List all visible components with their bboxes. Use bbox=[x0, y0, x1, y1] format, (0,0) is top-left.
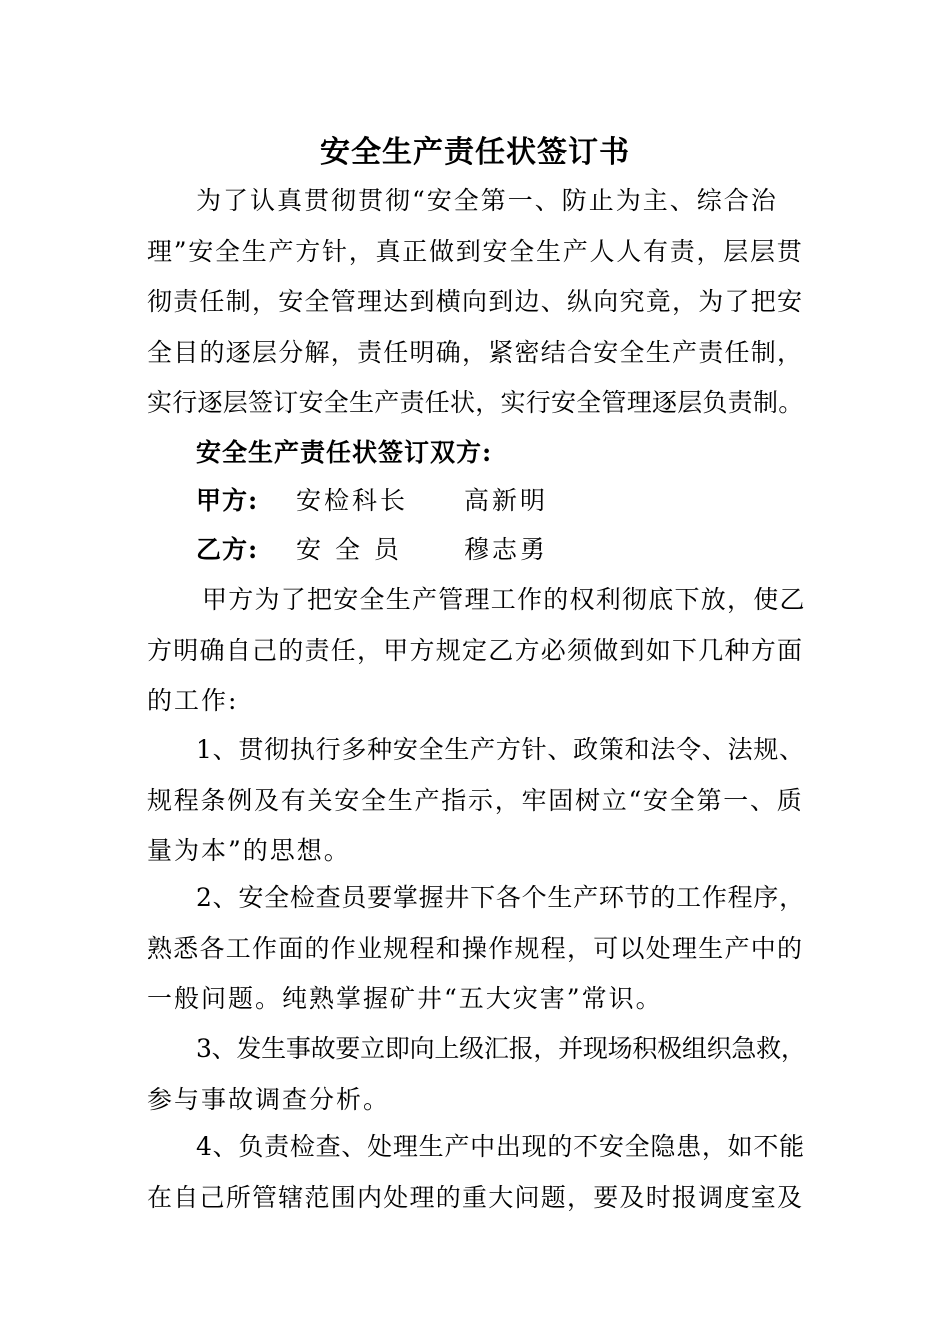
item-3-paragraph bbox=[147, 1024, 807, 1125]
item-2-line-2: 熟悉各工作面的作业规程和操作规程，可以处理生产中的 bbox=[147, 933, 804, 963]
intro-line-4: 全目的逐层分解，责任明确，紧密结合安全生产责任制， bbox=[147, 337, 804, 367]
item-3-line-2: 参与事故调查分析。 bbox=[147, 1084, 391, 1114]
party-b-position: 安 全 员 bbox=[296, 535, 402, 564]
party-a-role: 甲方: bbox=[196, 486, 259, 515]
item-4-line-2: 在自己所管辖范围内处理的重大问题，要及时报调度室及 bbox=[147, 1182, 804, 1212]
item-1-line-1: 1、贯彻执行多种安全生产方针、政策和法令、法规、 bbox=[196, 735, 805, 764]
intro-paragraph bbox=[147, 176, 807, 429]
document-title: 安全生产责任状签订书 bbox=[320, 135, 630, 170]
party-b-person: 穆志勇 bbox=[464, 535, 549, 564]
item-1-line-2: 规程条例及有关安全生产指示，牢固树立“安全第一、质 bbox=[147, 785, 804, 815]
party-a-person: 高新明 bbox=[464, 486, 549, 515]
item-4-paragraph bbox=[147, 1122, 807, 1223]
duty-intro-line-1: 甲方为了把安全生产管理工作的权利彻底下放，使乙 bbox=[202, 585, 806, 614]
party-a-position: 安检科长 bbox=[296, 486, 409, 515]
duty-intro-line-2: 方明确自己的责任，甲方规定乙方必须做到如下几种方面 bbox=[147, 635, 804, 665]
party-a-row bbox=[196, 476, 548, 526]
item-1-line-3: 量为本”的思想。 bbox=[147, 836, 351, 865]
intro-line-5: 实行逐层签订安全生产责任状，实行安全管理逐层负责制。 bbox=[147, 388, 804, 417]
item-2-paragraph bbox=[147, 873, 807, 1025]
item-4-line-1: 4、负责检查、处理生产中出现的不安全隐患，如不能 bbox=[196, 1132, 805, 1161]
intro-line-3: 彻责任制，安全管理达到横向到边、纵向究竟，为了把安 bbox=[147, 287, 804, 316]
item-2-line-1: 2、安全检查员要掌握井下各个生产环节的工作程序， bbox=[196, 883, 805, 912]
parties-heading: 安全生产责任状签订双方: bbox=[196, 438, 493, 467]
intro-line-2: 理”安全生产方针，真正做到安全生产人人有责，层层贯 bbox=[147, 236, 804, 266]
item-2-line-3: 一般问题。纯熟掌握矿井“五大灾害”常识。 bbox=[147, 984, 663, 1013]
item-3-line-1: 3、发生事故要立即向上级汇报，并现场积极组织急救， bbox=[196, 1034, 806, 1063]
duty-intro-paragraph bbox=[147, 575, 807, 727]
duty-intro-line-3: 的工作: bbox=[147, 686, 239, 715]
intro-line-1: 为了认真贯彻贯彻“安全第一、防止为主、综合治 bbox=[196, 186, 778, 215]
item-1-paragraph bbox=[147, 725, 807, 877]
party-b-row bbox=[196, 525, 548, 575]
party-b-role: 乙方: bbox=[196, 535, 259, 564]
